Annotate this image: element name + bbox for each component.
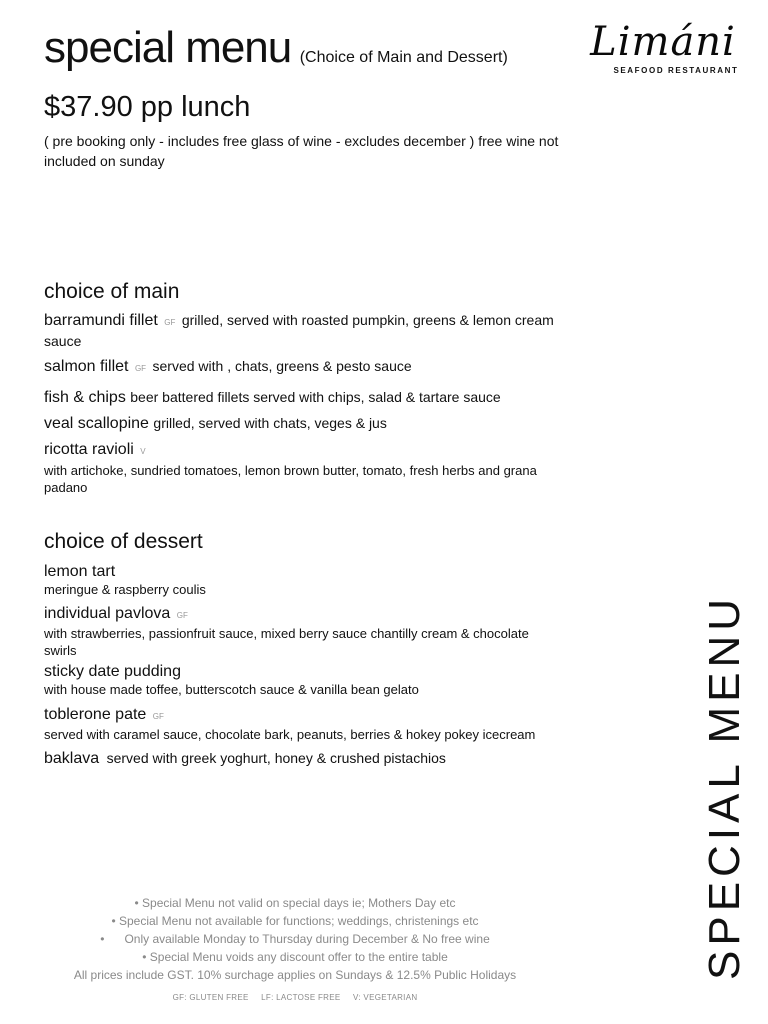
menu-item-description: with house made toffee, butterscotch sauce & vanilla bean gelato: [44, 682, 419, 697]
logo-wordmark: Limáni: [590, 19, 736, 65]
menu-item-description: grilled, served with roasted pumpkin, greens & lemon cream sauce: [44, 312, 554, 349]
dietary-legend: [60, 993, 530, 1002]
booking-note: ( pre booking only - includes free glass of wine - excludes december ) free wine not included on sunday: [44, 133, 559, 169]
price-line: $37.90 pp lunch: [44, 91, 251, 123]
menu-item: [44, 440, 564, 496]
terms-line: • Only available Monday to Thursday during December & No free wine: [100, 932, 490, 946]
menu-item-description: served with , chats, greens & pesto sauce: [152, 358, 412, 374]
terms-line: • Special Menu not available for functions; weddings, christenings etc: [111, 914, 479, 928]
side-label: SPECIAL MENU: [700, 593, 749, 980]
menu-item: [44, 562, 564, 598]
menu-item: [44, 662, 564, 698]
menu-item-name: fish & chips: [44, 389, 126, 406]
menu-item-name: barramundi fillet: [44, 312, 158, 329]
legend-gluten-free: GF: GLUTEN FREE: [172, 993, 249, 1002]
menu-title-block: [44, 23, 508, 72]
menu-item: [44, 705, 564, 743]
menu-item: [44, 413, 564, 434]
restaurant-logo: [572, 20, 754, 80]
dietary-tag: GF: [176, 611, 188, 620]
menu-item-name: salmon fillet: [44, 358, 129, 375]
page-subtitle: (Choice of Main and Dessert): [299, 49, 508, 66]
menu-item-name: veal scallopine: [44, 415, 149, 432]
menu-item-description: beer battered fillets served with chips, salad & tartare sauce: [130, 389, 501, 405]
dietary-tag: GF: [134, 364, 147, 373]
menu-item-description: with artichoke, sundried tomatoes, lemon brown butter, tomato, fresh herbs and grana padano: [44, 463, 537, 495]
menu-item-name: baklava: [44, 750, 100, 767]
logo-tagline: SEAFOOD RESTAURANT: [613, 66, 739, 75]
menu-item-description: meringue & raspberry coulis: [44, 582, 206, 597]
menu-item-description: with strawberries, passionfruit sauce, mixed berry sauce chantilly cream & chocolate swirls: [44, 626, 529, 658]
menu-item-name: individual pavlova: [44, 605, 171, 622]
menu-item-description: served with caramel sauce, chocolate bark, peanuts, berries & hokey pokey icecream: [44, 727, 536, 742]
menu-item-name: lemon tart: [44, 563, 116, 580]
menu-item-description: grilled, served with chats, veges & jus: [153, 415, 387, 431]
menu-item: [44, 356, 564, 379]
terms-footer: [60, 894, 530, 984]
terms-line: • Special Menu voids any discount offer to the entire table: [142, 950, 448, 964]
menu-item: [44, 748, 564, 769]
legend-vegetarian: V: VEGETARIAN: [353, 993, 418, 1002]
menu-item-name: toblerone pate: [44, 706, 147, 723]
menu-item-name: sticky date pudding: [44, 663, 181, 680]
dietary-tag: GF: [152, 712, 164, 721]
desserts-heading: choice of dessert: [44, 530, 203, 553]
page-title: special menu: [44, 23, 292, 72]
menu-item-name: ricotta ravioli: [44, 441, 134, 458]
legend-lactose-free: LF: LACTOSE FREE: [261, 993, 341, 1002]
menu-item: [44, 604, 564, 659]
menu-item-description: served with greek yoghurt, honey & crushed pistachios: [106, 750, 446, 766]
terms-line: • Special Menu not valid on special days ie; Mothers Day etc: [134, 896, 456, 910]
dietary-tag: GF: [164, 318, 176, 327]
terms-line: All prices include GST. 10% surchage applies on Sundays & 12.5% Public Holidays: [73, 968, 517, 982]
mains-heading: choice of main: [44, 280, 180, 303]
menu-item: [44, 387, 564, 408]
menu-item: [44, 311, 564, 351]
dietary-tag: V: [140, 447, 146, 456]
